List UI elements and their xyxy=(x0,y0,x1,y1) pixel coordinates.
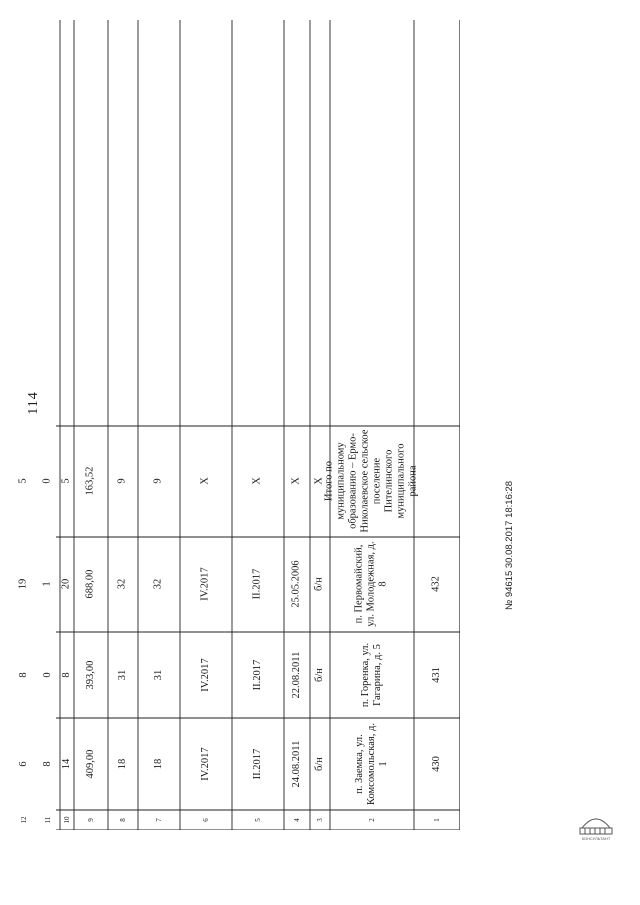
table-cell: 8 xyxy=(18,672,29,678)
table-cell: п. Заемка, ул. Комсомольская, д. 1 xyxy=(354,723,389,805)
table-cell: 393,00 xyxy=(85,660,96,690)
total-row-cell: X xyxy=(252,477,263,486)
column-number-3: 3 xyxy=(316,818,324,822)
total-row-cell: 5 xyxy=(61,478,72,485)
total-row-cell: X xyxy=(200,477,211,486)
table-cell: 31 xyxy=(117,669,128,681)
total-row-cell xyxy=(0,426,12,537)
table-cell: II.2017 xyxy=(252,748,263,780)
table-cell: 430 xyxy=(431,756,442,772)
column-number-5: 5 xyxy=(254,818,262,822)
column-number-8: 8 xyxy=(119,818,127,822)
registration-stamp: № 94615 30.08.2017 18:16:28 xyxy=(504,480,515,610)
column-number-2: 2 xyxy=(368,818,376,822)
table-cell: 24.08.2011 xyxy=(291,740,302,788)
table-cell: п. Первомайский, ул. Молодежная, д. 8 xyxy=(354,541,389,628)
table-cell: IV.2017 xyxy=(200,567,211,602)
table-cell: 409,00 xyxy=(85,749,96,779)
table-cell: 6 xyxy=(18,761,29,767)
svg-text:КОНСУЛЬТАНТ: КОНСУЛЬТАНТ xyxy=(581,836,611,841)
total-row-cell: 9 xyxy=(117,478,128,485)
table-cell: II.2017 xyxy=(252,569,263,600)
table-cell xyxy=(0,632,12,718)
column-number-13 xyxy=(0,810,12,830)
total-row-cell: X xyxy=(314,477,325,486)
table-cell: 688,00 xyxy=(85,570,96,599)
column-number-7: 7 xyxy=(155,818,163,822)
column-number-9: 9 xyxy=(87,818,95,822)
table-cell: 18 xyxy=(117,758,128,770)
column-number-11: 11 xyxy=(44,816,52,824)
table-cell: 1 xyxy=(42,581,53,588)
table-cell: 25.05.2006 xyxy=(291,560,302,609)
table-cell: б/н xyxy=(314,757,325,771)
table-cell: 19 xyxy=(18,579,29,590)
table-cell: 31 xyxy=(153,669,164,681)
table-cell: п. Горенка, ул. Гагарина, д. 5 xyxy=(360,642,383,708)
table-cell: 18 xyxy=(153,758,164,770)
table-cell: 431 xyxy=(431,667,442,683)
table-cell xyxy=(0,718,12,810)
page-number: 114 xyxy=(26,391,41,415)
table-cell: 20 xyxy=(61,579,72,590)
total-row-cell: 9 xyxy=(153,478,164,485)
total-row-cell: 0 xyxy=(42,478,53,485)
table-cell: 32 xyxy=(117,579,128,590)
consultant-logo xyxy=(576,808,616,842)
total-row-cell: X xyxy=(291,477,302,486)
table-cell: б/н xyxy=(314,668,325,682)
total-row-cell: 5 xyxy=(18,478,29,485)
column-number-4: 4 xyxy=(293,818,301,822)
table-cell: 22.08.2011 xyxy=(291,651,302,699)
column-number-1: 1 xyxy=(433,818,441,822)
table-cell: 14 xyxy=(61,758,72,770)
table-cell: IV.2017 xyxy=(200,658,211,692)
column-number-10: 10 xyxy=(63,816,71,824)
column-number-12: 12 xyxy=(20,816,28,824)
total-row-cell xyxy=(414,426,460,537)
table-cell: б/н xyxy=(314,577,325,592)
total-row-cell: 163,52 xyxy=(85,467,96,496)
table-cell: 0 xyxy=(42,672,53,678)
table-cell xyxy=(0,537,12,632)
table-cell: IV.2017 xyxy=(200,747,211,781)
table-cell: 432 xyxy=(431,576,442,593)
column-number-6: 6 xyxy=(202,818,210,822)
table-cell: II.2017 xyxy=(252,659,263,691)
table-cell: 32 xyxy=(153,579,164,590)
total-row-cell: Итого по муниципальному образованию – Ермо-Николаевское сельское поселение Пителинского муниципального района xyxy=(324,430,419,533)
table-cell: 8 xyxy=(42,761,53,767)
table-cell: 8 xyxy=(61,672,72,678)
